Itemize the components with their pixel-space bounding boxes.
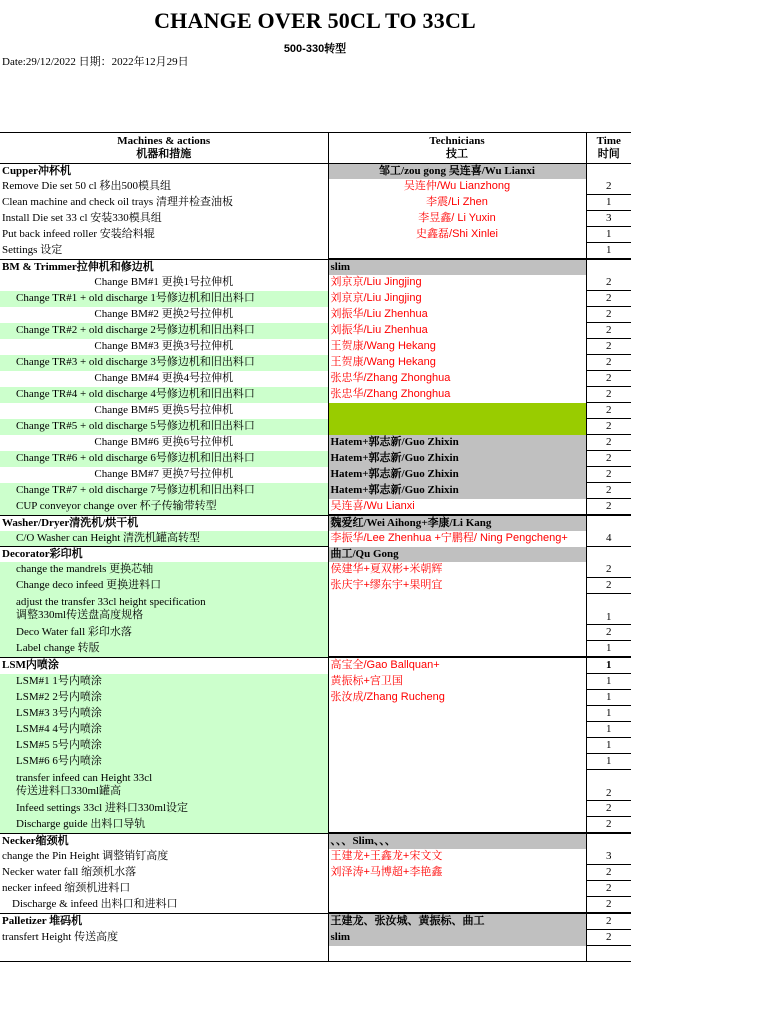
time-cell — [586, 515, 631, 531]
table-row — [0, 227, 631, 243]
technician-cell: 、、、Slim、、、 — [328, 833, 586, 849]
table-row — [0, 275, 631, 291]
section-row-necker — [0, 833, 631, 849]
technician-cell: 魏爱红/Wei Aihong+李康/Li Kang — [328, 515, 586, 531]
action-cell — [0, 770, 328, 801]
document-subtitle: 500-330转型 — [283, 43, 347, 55]
action-cell: LSM#5 5号内喷涂 — [0, 738, 328, 754]
time-cell: 2 — [586, 801, 631, 817]
action-cell: Change TR#7 + old discharge 7号修边机和旧出料口 — [0, 483, 328, 499]
header-machines — [0, 133, 328, 164]
time-cell: 2 — [586, 307, 631, 323]
technician-cell: 刘振华/Liu Zhenhua — [328, 307, 586, 323]
time-cell: 2 — [586, 930, 631, 946]
technician-cell — [328, 770, 586, 801]
time-cell — [586, 259, 631, 275]
time-cell: 2 — [586, 387, 631, 403]
technician-cell: 黄振标+宫卫国 — [328, 674, 586, 690]
technician-cell: 吴连仲/Wu Lianzhong — [328, 179, 586, 195]
table-row — [0, 419, 631, 435]
time-cell — [586, 833, 631, 849]
action-cell: Change TR#4 + old discharge 4号修边机和旧出料口 — [0, 387, 328, 403]
table-row — [0, 435, 631, 451]
time-cell: 2 — [586, 323, 631, 339]
technician-cell — [328, 625, 586, 641]
time-cell: 4 — [586, 531, 631, 547]
technician-cell: 张忠华/Zhang Zhonghua — [328, 371, 586, 387]
table-row — [0, 641, 631, 658]
time-cell — [586, 164, 631, 180]
time-cell: 2 — [586, 578, 631, 594]
time-cell: 3 — [586, 849, 631, 865]
section-row-palletizer — [0, 913, 631, 930]
technician-cell: 王贺康/Wang Hekang — [328, 355, 586, 371]
action-cell — [0, 594, 328, 625]
technician-cell — [328, 946, 586, 962]
section-title: Cupper冲杯机 — [0, 164, 328, 180]
table-row — [0, 403, 631, 419]
header-time-en: Time — [596, 135, 621, 147]
action-cell: Infeed settings 33cl 进料口330ml设定 — [0, 801, 328, 817]
technician-cell: slim — [328, 259, 586, 275]
technician-cell — [328, 419, 586, 435]
time-cell: 2 — [586, 451, 631, 467]
table-row — [0, 849, 631, 865]
technician-cell: 李昱鑫/ Li Yuxin — [328, 211, 586, 227]
table-row — [0, 738, 631, 754]
section-row-lsm — [0, 657, 631, 674]
action-cell: LSM#3 3号内喷涂 — [0, 706, 328, 722]
time-cell: 2 — [586, 403, 631, 419]
action-cell: change the Pin Height 调整销钉高度 — [0, 849, 328, 865]
table-row — [0, 195, 631, 211]
table-row — [0, 467, 631, 483]
table-row — [0, 531, 631, 547]
time-cell: 2 — [586, 913, 631, 930]
technician-cell: 张汝成/Zhang Rucheng — [328, 690, 586, 706]
action-cell: LSM#4 4号内喷涂 — [0, 722, 328, 738]
table-row — [0, 897, 631, 914]
table-row — [0, 578, 631, 594]
time-cell: 2 — [586, 817, 631, 834]
technician-cell: 王建龙+王鑫龙+宋文文 — [328, 849, 586, 865]
table-row — [0, 499, 631, 516]
time-cell: 2 — [586, 483, 631, 499]
action-cell: LSM#2 2号内喷涂 — [0, 690, 328, 706]
time-cell: 2 — [586, 179, 631, 195]
document-title: CHANGE OVER 50CL TO 33CL — [154, 8, 476, 33]
action-cell: Change TR#3 + old discharge 3号修边机和旧出料口 — [0, 355, 328, 371]
technician-cell: Hatem+郭志新/Guo Zhixin — [328, 467, 586, 483]
table-row — [0, 307, 631, 323]
header-machines-en: Machines & actions — [117, 135, 211, 147]
action-cell — [0, 946, 328, 962]
header-tech-cn: 技工 — [446, 148, 468, 160]
table-row — [0, 371, 631, 387]
time-cell: 3 — [586, 211, 631, 227]
time-cell: 2 — [586, 355, 631, 371]
table-row — [0, 291, 631, 307]
technician-cell: 邹工/zou gong 吴连喜/Wu Lianxi — [328, 164, 586, 180]
action-cell: Discharge guide 出料口导轨 — [0, 817, 328, 834]
table-row — [0, 706, 631, 722]
time-cell: 2 — [586, 865, 631, 881]
section-title: Decorator彩印机 — [0, 547, 328, 563]
action-cell: Label change 转版 — [0, 641, 328, 658]
action-cell: Change BM#2 更换2号拉伸机 — [0, 307, 328, 323]
table-row — [0, 562, 631, 578]
section-row-bm-trimmer — [0, 259, 631, 275]
table-row — [0, 946, 631, 962]
table-row — [0, 211, 631, 227]
time-cell: 1 — [586, 706, 631, 722]
table-row — [0, 930, 631, 946]
table-row — [0, 674, 631, 690]
document-date: Date:29/12/2022 日期：2022年12月29日 — [2, 56, 189, 68]
technician-cell: Hatem+郭志新/Guo Zhixin — [328, 451, 586, 467]
technician-cell — [328, 897, 586, 914]
time-cell: 1 — [586, 674, 631, 690]
time-cell: 2 — [586, 435, 631, 451]
time-cell: 1 — [586, 722, 631, 738]
action-cell: Change TR#1 + old discharge 1号修边机和旧出料口 — [0, 291, 328, 307]
table-row — [0, 594, 631, 625]
time-cell: 1 — [586, 641, 631, 658]
table-row — [0, 690, 631, 706]
table-row — [0, 451, 631, 467]
action-cell: transfert Height 传送高度 — [0, 930, 328, 946]
time-cell: 1 — [586, 738, 631, 754]
time-cell: 1 — [586, 243, 631, 260]
time-cell: 2 — [586, 770, 631, 801]
table-row — [0, 801, 631, 817]
table-row — [0, 625, 631, 641]
technician-cell — [328, 243, 586, 260]
section-row-cupper — [0, 164, 631, 180]
technician-cell: Hatem+郭志新/Guo Zhixin — [328, 483, 586, 499]
technician-cell: 王贺康/Wang Hekang — [328, 339, 586, 355]
header-tech-en: Technicians — [429, 135, 485, 147]
action-cell: Change TR#5 + old discharge 5号修边机和旧出料口 — [0, 419, 328, 435]
table-row — [0, 355, 631, 371]
technician-cell: 李振华/Lee Zhenhua +宁鹏程/ Ning Pengcheng+ — [328, 531, 586, 547]
action-cell: Change deco infeed 更换进料口 — [0, 578, 328, 594]
action-cell: Change TR#2 + old discharge 2号修边机和旧出料口 — [0, 323, 328, 339]
time-cell — [586, 946, 631, 962]
time-cell: 2 — [586, 291, 631, 307]
time-cell: 1 — [586, 227, 631, 243]
time-cell: 1 — [586, 690, 631, 706]
technician-cell: Hatem+郭志新/Guo Zhixin — [328, 435, 586, 451]
action-cell: LSM#6 6号内喷涂 — [0, 754, 328, 770]
table-row — [0, 339, 631, 355]
technician-cell — [328, 403, 586, 419]
action-text-en: transfer infeed can Height 33cl — [16, 772, 153, 784]
time-cell: 2 — [586, 625, 631, 641]
technician-cell: 吴连喜/Wu Lianxi — [328, 499, 586, 516]
action-cell: Change BM#1 更换1号拉伸机 — [0, 275, 328, 291]
header-technicians — [328, 133, 586, 164]
section-title: Washer/Dryer清洗机/烘干机 — [0, 515, 328, 531]
action-cell: C/O Washer can Height 清洗机罐高转型 — [0, 531, 328, 547]
section-title: Palletizer 堆码机 — [0, 913, 328, 930]
technician-cell: 张庆宇+缪东宇+果明宜 — [328, 578, 586, 594]
action-cell: Install Die set 33 cl 安装330模具组 — [0, 211, 328, 227]
time-cell: 2 — [586, 897, 631, 914]
section-title: LSM内喷涂 — [0, 657, 328, 674]
table-row — [0, 865, 631, 881]
action-cell: Change BM#7 更换7号拉伸机 — [0, 467, 328, 483]
technician-cell — [328, 706, 586, 722]
time-cell: 2 — [586, 275, 631, 291]
technician-cell: 刘京京/Liu Jingjing — [328, 291, 586, 307]
table-row — [0, 881, 631, 897]
time-cell: 2 — [586, 467, 631, 483]
time-cell: 1 — [586, 657, 631, 674]
technician-cell: 高宝全/Gao Ballquan+ — [328, 657, 586, 674]
technician-cell: 刘泽涛+马博超+李艳鑫 — [328, 865, 586, 881]
time-cell: 2 — [586, 339, 631, 355]
technician-cell: 史鑫磊/Shi Xinlei — [328, 227, 586, 243]
technician-cell: 李震/Li Zhen — [328, 195, 586, 211]
table-header-row — [0, 133, 631, 164]
technician-cell: 刘京京/Liu Jingjing — [328, 275, 586, 291]
action-cell: change the mandrels 更换芯轴 — [0, 562, 328, 578]
time-cell: 1 — [586, 195, 631, 211]
table-row — [0, 179, 631, 195]
table-row — [0, 323, 631, 339]
section-title: BM & Trimmer拉伸机和修边机 — [0, 259, 328, 275]
action-cell: necker infeed 缩颈机进料口 — [0, 881, 328, 897]
action-cell: Settings 设定 — [0, 243, 328, 260]
technician-cell — [328, 817, 586, 834]
action-cell: Remove Die set 50 cl 移出500模具组 — [0, 179, 328, 195]
technician-cell: 曲工/Qu Gong — [328, 547, 586, 563]
time-cell: 2 — [586, 371, 631, 387]
technician-cell: 刘振华/Liu Zhenhua — [328, 323, 586, 339]
section-row-washer — [0, 515, 631, 531]
technician-cell: slim — [328, 930, 586, 946]
action-cell: Discharge & infeed 出料口和进料口 — [0, 897, 328, 914]
action-cell: LSM#1 1号内喷涂 — [0, 674, 328, 690]
action-cell: Change BM#6 更换6号拉伸机 — [0, 435, 328, 451]
table-row — [0, 817, 631, 834]
action-cell: Clean machine and check oil trays 清理并检查油板 — [0, 195, 328, 211]
time-cell: 2 — [586, 419, 631, 435]
action-cell: Necker water fall 缩颈机水落 — [0, 865, 328, 881]
time-cell: 2 — [586, 881, 631, 897]
section-title: Necker缩颈机 — [0, 833, 328, 849]
action-cell: Change BM#4 更换4号拉伸机 — [0, 371, 328, 387]
technician-cell — [328, 641, 586, 658]
action-text-cn: 调整330ml传送盘高度规格 — [16, 609, 144, 621]
action-cell: CUP conveyor change over 杯子传输带转型 — [0, 499, 328, 516]
table-row — [0, 754, 631, 770]
changeover-table — [0, 132, 631, 962]
technician-cell: 侯建华+夏双彬+米朝辉 — [328, 562, 586, 578]
action-cell: Deco Water fall 彩印水落 — [0, 625, 328, 641]
time-cell: 2 — [586, 562, 631, 578]
header-time — [586, 133, 631, 164]
technician-cell — [328, 881, 586, 897]
action-cell: Change BM#5 更换5号拉伸机 — [0, 403, 328, 419]
table-row — [0, 770, 631, 801]
time-cell: 2 — [586, 499, 631, 516]
technician-cell — [328, 594, 586, 625]
header-machines-cn: 机器和措施 — [136, 148, 192, 160]
section-row-decorator — [0, 547, 631, 563]
technician-cell: 张忠华/Zhang Zhonghua — [328, 387, 586, 403]
technician-cell — [328, 722, 586, 738]
action-text-en: adjust the transfer 33cl height specification — [16, 596, 206, 608]
table-row — [0, 722, 631, 738]
table-row — [0, 483, 631, 499]
technician-cell — [328, 738, 586, 754]
table-row — [0, 387, 631, 403]
time-cell — [586, 547, 631, 563]
action-cell: Change BM#3 更换3号拉伸机 — [0, 339, 328, 355]
table-row — [0, 243, 631, 260]
technician-cell: 王建龙、张汝城、黄振标、曲工 — [328, 913, 586, 930]
time-cell: 1 — [586, 754, 631, 770]
technician-cell — [328, 801, 586, 817]
action-text-cn: 传送进料口330ml罐高 — [16, 785, 122, 797]
time-cell: 1 — [586, 594, 631, 625]
header-time-cn: 时间 — [597, 148, 620, 160]
action-cell: Put back infeed roller 安装给料辊 — [0, 227, 328, 243]
technician-cell — [328, 754, 586, 770]
action-cell: Change TR#6 + old discharge 6号修边机和旧出料口 — [0, 451, 328, 467]
